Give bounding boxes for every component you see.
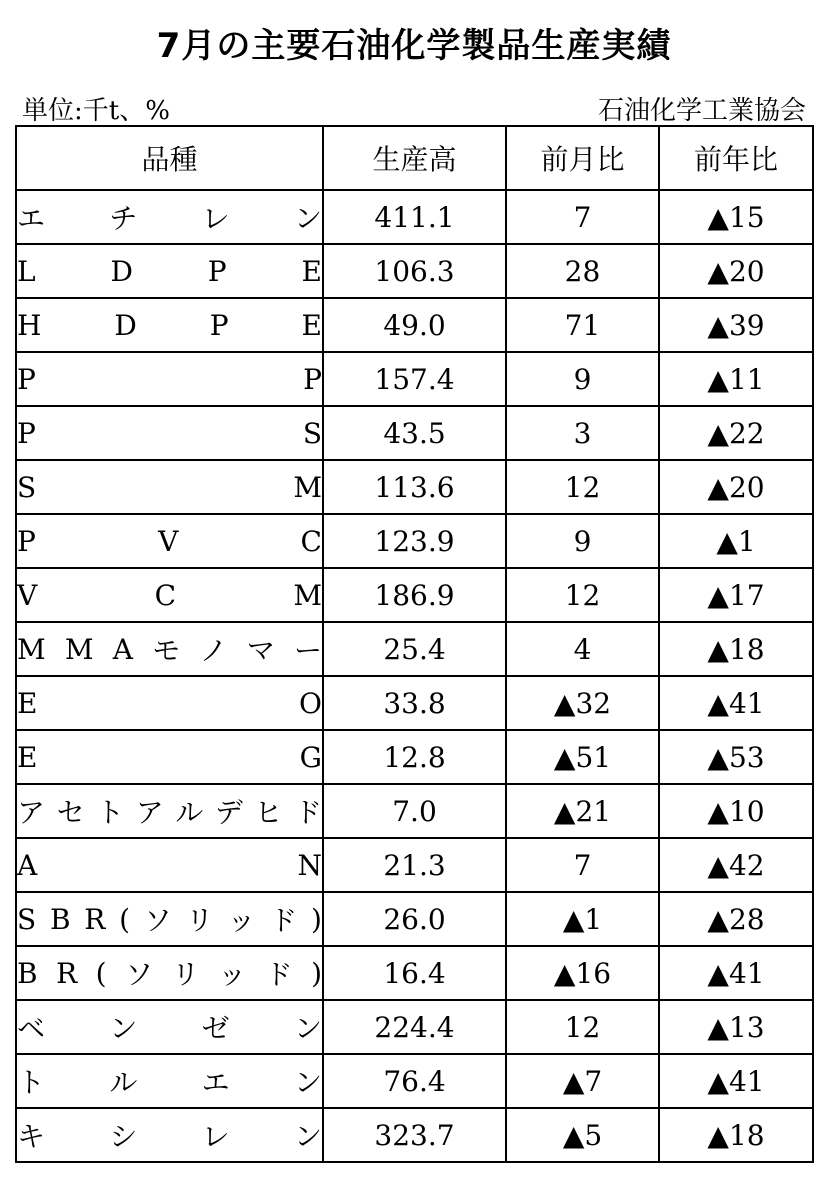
mom-cell: 12: [506, 1000, 659, 1054]
product-name-char: ド: [264, 958, 293, 991]
product-name-char: モ: [152, 634, 181, 667]
product-name-char: P: [17, 524, 36, 558]
table-row: [16, 784, 813, 838]
product-name-char: E: [301, 308, 322, 342]
product-name-char: マ: [246, 634, 275, 667]
product-name-char: A: [112, 632, 134, 666]
product-name-char: ッ: [218, 958, 247, 991]
product-name-cell: [16, 730, 323, 784]
table-row: [16, 244, 813, 298]
product-name-char: L: [17, 254, 36, 288]
product-name-char: E: [17, 740, 38, 774]
table-row: [16, 1108, 813, 1162]
product-name-char: P: [303, 362, 322, 396]
production-cell: 43.5: [323, 406, 506, 460]
table-header-row: [16, 126, 813, 190]
product-name-char: キ: [17, 1120, 46, 1153]
table-row: [16, 406, 813, 460]
production-cell: 26.0: [323, 892, 506, 946]
product-name-char: ): [310, 902, 322, 936]
product-name-char: C: [300, 524, 322, 558]
product-name-char: エ: [201, 1066, 230, 1099]
production-cell: 49.0: [323, 298, 506, 352]
yoy-cell: ▲28: [659, 892, 813, 946]
product-name-char: C: [154, 578, 176, 612]
table-body: [16, 190, 813, 1162]
product-name-char: リ: [171, 958, 200, 991]
product-name-char: ヒ: [254, 796, 283, 829]
yoy-cell: ▲22: [659, 406, 813, 460]
mom-cell: ▲51: [506, 730, 659, 784]
production-cell: 16.4: [323, 946, 506, 1000]
yoy-cell: ▲41: [659, 676, 813, 730]
product-name-char: (: [119, 902, 131, 936]
yoy-cell: ▲10: [659, 784, 813, 838]
product-name-char: P: [17, 416, 36, 450]
product-name: [17, 741, 322, 774]
header-mom: 前月比: [506, 126, 659, 190]
product-name-cell: [16, 1108, 323, 1162]
product-name: [17, 791, 322, 831]
mom-cell: 9: [506, 352, 659, 406]
mom-cell: 12: [506, 460, 659, 514]
mom-cell: ▲5: [506, 1108, 659, 1162]
product-name-cell: [16, 784, 323, 838]
table-row: [16, 1054, 813, 1108]
product-name: [17, 629, 322, 669]
production-cell: 123.9: [323, 514, 506, 568]
product-name-char: N: [297, 848, 322, 882]
yoy-cell: ▲17: [659, 568, 813, 622]
product-name-char: D: [114, 308, 137, 342]
product-name-char: S: [302, 416, 322, 450]
product-name-char: ッ: [227, 904, 256, 937]
unit-label: 単位:千t、%: [22, 96, 170, 126]
product-name-cell: [16, 1054, 323, 1108]
page-title: 7月の主要石油化学製品生産実績: [156, 26, 672, 66]
production-cell: 21.3: [323, 838, 506, 892]
production-cell: 411.1: [323, 190, 506, 244]
production-table: [15, 125, 814, 1163]
table-row: [16, 1000, 813, 1054]
product-name-char: V: [158, 524, 179, 558]
table-row: [16, 298, 813, 352]
mom-cell: ▲21: [506, 784, 659, 838]
product-name-cell: [16, 838, 323, 892]
yoy-cell: ▲39: [659, 298, 813, 352]
yoy-cell: ▲20: [659, 460, 813, 514]
yoy-cell: ▲18: [659, 1108, 813, 1162]
product-name-char: ド: [269, 904, 298, 937]
product-name-char: M: [64, 632, 94, 666]
mom-cell: 7: [506, 190, 659, 244]
product-name-char: P: [17, 362, 36, 396]
product-name-cell: [16, 946, 323, 1000]
product-name-char: リ: [185, 904, 214, 937]
production-cell: 76.4: [323, 1054, 506, 1108]
product-name: [17, 1061, 322, 1101]
product-name-char: ソ: [125, 958, 154, 991]
yoy-cell: ▲13: [659, 1000, 813, 1054]
mom-cell: ▲32: [506, 676, 659, 730]
yoy-cell: ▲15: [659, 190, 813, 244]
production-cell: 106.3: [323, 244, 506, 298]
header-production: 生産高: [323, 126, 506, 190]
product-name: [17, 471, 322, 504]
table-row: [16, 622, 813, 676]
product-name-cell: [16, 892, 323, 946]
production-cell: 323.7: [323, 1108, 506, 1162]
product-name: [17, 363, 322, 396]
table-row: [16, 190, 813, 244]
product-name-char: S: [17, 470, 37, 504]
product-name-char: P: [207, 254, 227, 288]
production-cell: 113.6: [323, 460, 506, 514]
product-name-char: E: [301, 254, 322, 288]
product-name-char: V: [17, 578, 38, 612]
product-name-char: レ: [201, 1120, 230, 1153]
product-name-char: S: [17, 902, 37, 936]
product-name-char: デ: [214, 796, 243, 829]
table-row: [16, 838, 813, 892]
product-name-char: P: [209, 308, 229, 342]
mom-cell: 3: [506, 406, 659, 460]
product-name-char: E: [17, 686, 38, 720]
product-name-char: セ: [56, 796, 85, 829]
product-name-cell: [16, 244, 323, 298]
product-name-char: ン: [293, 202, 322, 235]
product-name-char: ー: [293, 634, 322, 667]
table-row: [16, 892, 813, 946]
product-name-char: A: [17, 848, 38, 882]
product-name: [17, 953, 322, 993]
mom-cell: 12: [506, 568, 659, 622]
product-name-cell: [16, 190, 323, 244]
yoy-cell: ▲20: [659, 244, 813, 298]
product-name-cell: [16, 406, 323, 460]
product-name-char: ン: [293, 1066, 322, 1099]
table-row: [16, 730, 813, 784]
product-name-char: ン: [109, 1012, 138, 1045]
product-name-cell: [16, 298, 323, 352]
product-name: [17, 687, 322, 720]
product-name-char: ノ: [199, 634, 228, 667]
table-row: [16, 352, 813, 406]
mom-cell: ▲16: [506, 946, 659, 1000]
product-name-char: ゼ: [201, 1012, 230, 1045]
product-name-char: エ: [17, 202, 46, 235]
product-name: [17, 579, 322, 612]
yoy-cell: ▲18: [659, 622, 813, 676]
yoy-cell: ▲11: [659, 352, 813, 406]
product-name-char: ア: [135, 796, 164, 829]
mom-cell: 4: [506, 622, 659, 676]
table-row: [16, 568, 813, 622]
product-name-char: ): [311, 956, 322, 990]
mom-cell: 9: [506, 514, 659, 568]
product-name-char: B: [49, 902, 71, 936]
product-name: [17, 255, 322, 288]
product-name-char: ル: [175, 796, 204, 829]
production-cell: 12.8: [323, 730, 506, 784]
mom-cell: 7: [506, 838, 659, 892]
product-name-cell: [16, 514, 323, 568]
product-name-cell: [16, 352, 323, 406]
product-name-char: ト: [96, 796, 125, 829]
header-yoy: 前年比: [659, 126, 813, 190]
mom-cell: ▲1: [506, 892, 659, 946]
yoy-cell: ▲42: [659, 838, 813, 892]
product-name-char: M: [293, 470, 322, 504]
yoy-cell: ▲53: [659, 730, 813, 784]
product-name-char: M: [17, 632, 46, 666]
production-cell: 186.9: [323, 568, 506, 622]
product-name-char: チ: [109, 202, 138, 235]
mom-cell: 28: [506, 244, 659, 298]
product-name-char: ベ: [17, 1012, 46, 1045]
product-name-cell: [16, 622, 323, 676]
product-name-char: G: [299, 740, 322, 774]
product-name-char: ソ: [143, 904, 172, 937]
product-name-char: ド: [293, 796, 322, 829]
product-name-char: O: [299, 686, 322, 720]
production-cell: 25.4: [323, 622, 506, 676]
source-organization: 石油化学工業協会: [597, 96, 806, 126]
product-name: [17, 1115, 322, 1155]
product-name-char: ル: [109, 1066, 138, 1099]
product-name: [17, 525, 322, 558]
production-cell: 157.4: [323, 352, 506, 406]
table-row: [16, 676, 813, 730]
production-cell: 224.4: [323, 1000, 506, 1054]
product-name: [17, 849, 322, 882]
product-name-char: レ: [201, 202, 230, 235]
product-name-char: ア: [17, 796, 46, 829]
yoy-cell: ▲1: [659, 514, 813, 568]
product-name-cell: [16, 568, 323, 622]
product-name: [17, 197, 322, 237]
product-name-char: H: [17, 308, 42, 342]
product-name-cell: [16, 1000, 323, 1054]
mom-cell: 71: [506, 298, 659, 352]
yoy-cell: ▲41: [659, 946, 813, 1000]
production-cell: 33.8: [323, 676, 506, 730]
product-name-char: ン: [293, 1012, 322, 1045]
product-name-cell: [16, 460, 323, 514]
table-row: [16, 460, 813, 514]
product-name-char: M: [293, 578, 322, 612]
product-name-char: ト: [17, 1066, 46, 1099]
production-cell: 7.0: [323, 784, 506, 838]
product-name: [17, 309, 322, 342]
product-name: [17, 1007, 322, 1047]
product-name-char: ン: [293, 1120, 322, 1153]
product-name-char: R: [84, 902, 106, 936]
product-name: [17, 417, 322, 450]
yoy-cell: ▲41: [659, 1054, 813, 1108]
product-name-char: B: [17, 956, 38, 990]
table-row: [16, 946, 813, 1000]
product-name-char: D: [110, 254, 133, 288]
product-name-cell: [16, 676, 323, 730]
mom-cell: ▲7: [506, 1054, 659, 1108]
table-row: [16, 514, 813, 568]
header-product: 品種: [16, 126, 323, 190]
product-name-char: R: [56, 956, 78, 990]
product-name-char: シ: [109, 1120, 138, 1153]
product-name-char: (: [95, 956, 107, 990]
product-name: [17, 899, 322, 939]
